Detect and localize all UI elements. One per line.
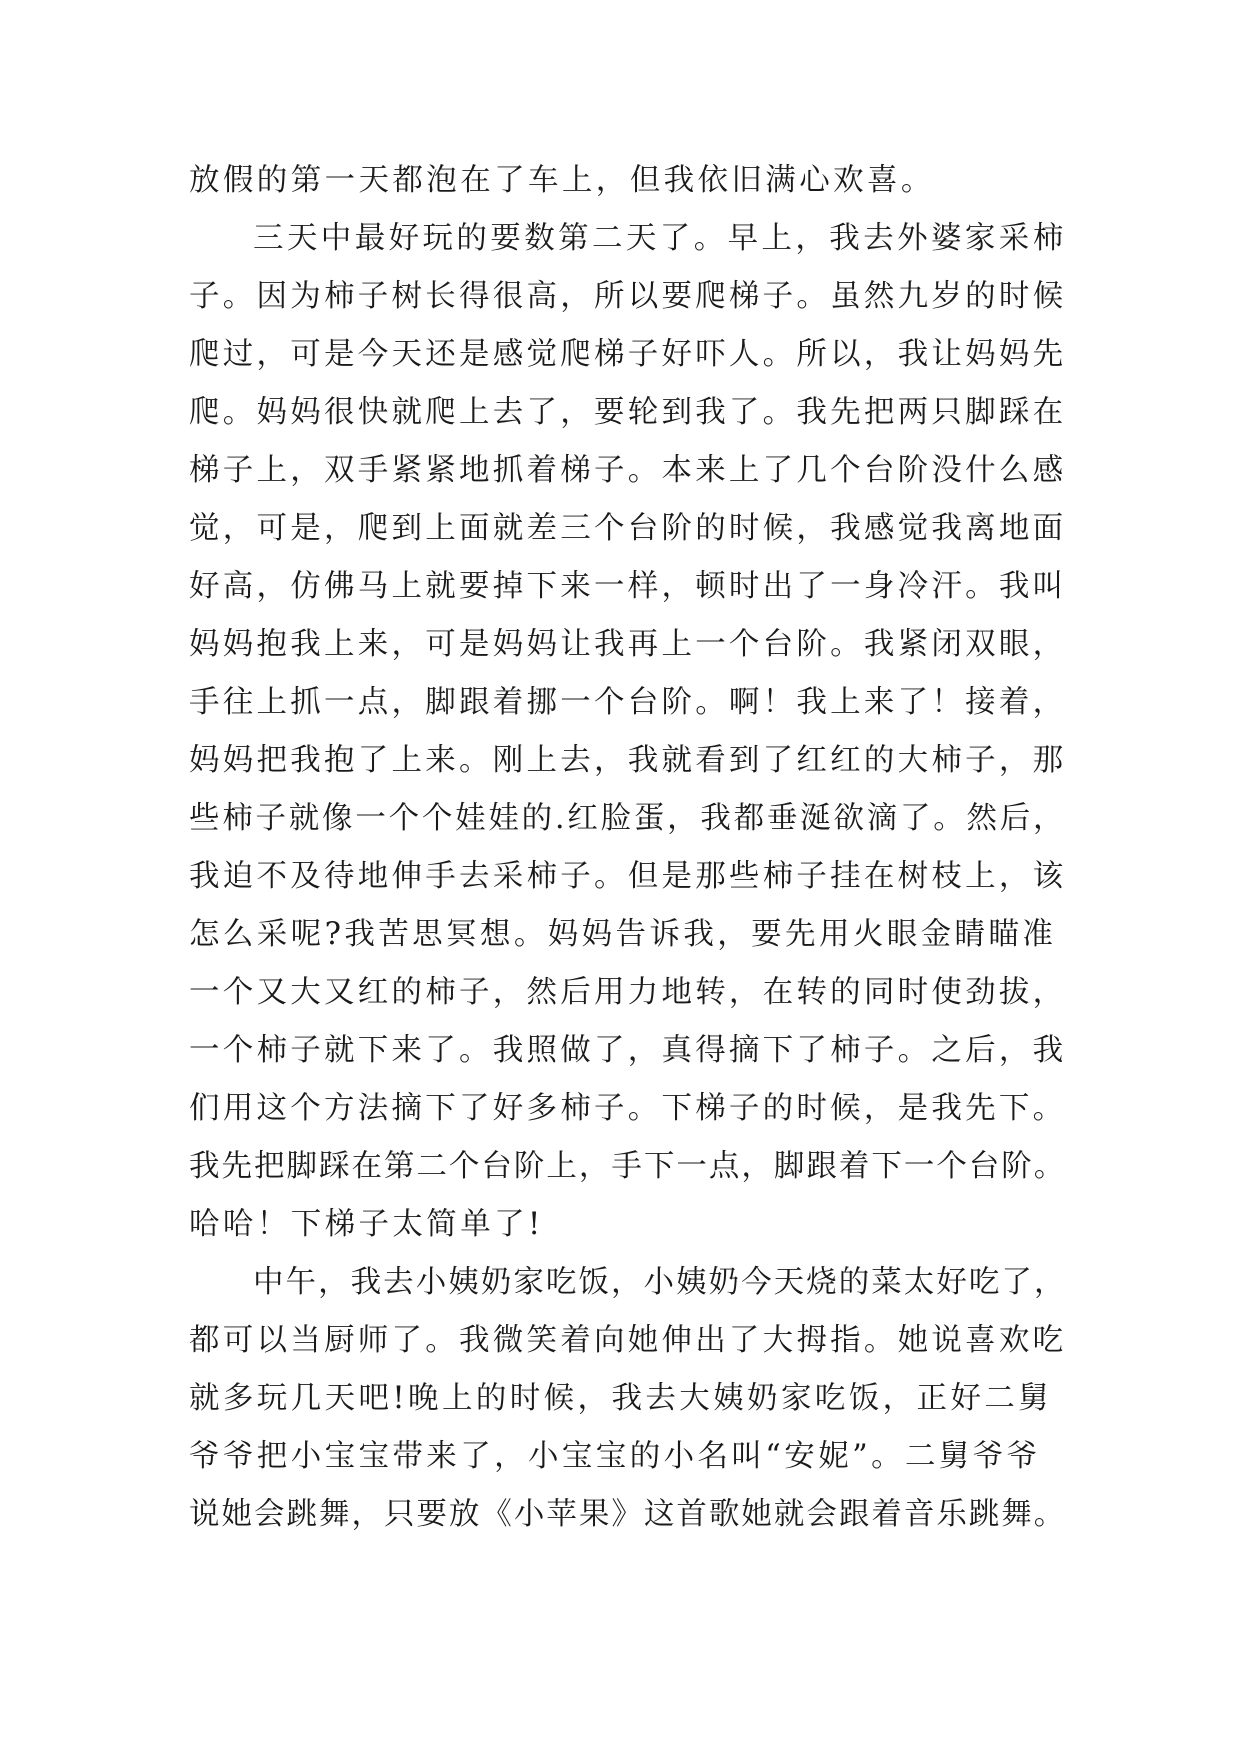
body-text	[189, 152, 1069, 1544]
text-line: 就多玩几天吧!晚上的时候，我去大姨奶家吃饭，正好二舅	[189, 1381, 1053, 1416]
text-line: 哈哈！下梯子太简单了!	[189, 1207, 544, 1242]
text-line: 好高，仿佛马上就要掉下来一样，顿时出了一身冷汗。我叫	[189, 569, 1067, 604]
text-line: 三天中最好玩的要数第二天了。早上，我去外婆家采柿	[253, 221, 1067, 256]
text-line: 一个又大又红的柿子，然后用力地转，在转的同时使劲拔，	[189, 975, 1067, 1010]
text-line: 妈妈把我抱了上来。刚上去，我就看到了红红的大柿子，那	[189, 743, 1067, 778]
text-line: 我先把脚踩在第二个台阶上，手下一点，脚跟着下一个台阶。	[189, 1149, 1067, 1184]
text-line: 爷爷把小宝宝带来了，小宝宝的小名叫“安妮”。二舅爷爷	[189, 1439, 1041, 1474]
text-line: 我迫不及待地伸手去采柿子。但是那些柿子挂在树枝上，该	[189, 859, 1067, 894]
text-line: 们用这个方法摘下了好多柿子。下梯子的时候，是我先下。	[189, 1091, 1067, 1126]
text-line: 子。因为柿子树长得很高，所以要爬梯子。虽然九岁的时候	[189, 279, 1067, 314]
text-line: 爬过，可是今天还是感觉爬梯子好吓人。所以，我让妈妈先	[189, 337, 1067, 372]
text-line: 些柿子就像一个个娃娃的.红脸蛋，我都垂涎欲滴了。然后，	[189, 801, 1067, 836]
text-line: 妈妈抱我上来，可是妈妈让我再上一个台阶。我紧闭双眼，	[189, 627, 1067, 662]
text-line: 爬。妈妈很快就爬上去了，要轮到我了。我先把两只脚踩在	[189, 395, 1067, 430]
text-line: 说她会跳舞，只要放《小苹果》这首歌她就会跟着音乐跳舞。	[189, 1497, 1067, 1532]
text-line: 一个柿子就下来了。我照做了，真得摘下了柿子。之后，我	[189, 1033, 1067, 1068]
text-line: 梯子上，双手紧紧地抓着梯子。本来上了几个台阶没什么感	[189, 453, 1067, 488]
text-line: 觉，可是，爬到上面就差三个台阶的时候，我感觉我离地面	[189, 511, 1067, 546]
text-line: 放假的第一天都泡在了车上，但我依旧满心欢喜。	[189, 163, 935, 198]
text-line: 中午，我去小姨奶家吃饭，小姨奶今天烧的菜太好吃了，	[253, 1265, 1067, 1300]
text-line: 手往上抓一点，脚跟着挪一个台阶。啊！我上来了！接着，	[189, 685, 1067, 720]
text-line: 怎么采呢?我苦思冥想。妈妈告诉我，要先用火眼金睛瞄准	[189, 917, 1057, 952]
text-line: 都可以当厨师了。我微笑着向她伸出了大拇指。她说喜欢吃	[189, 1323, 1067, 1358]
